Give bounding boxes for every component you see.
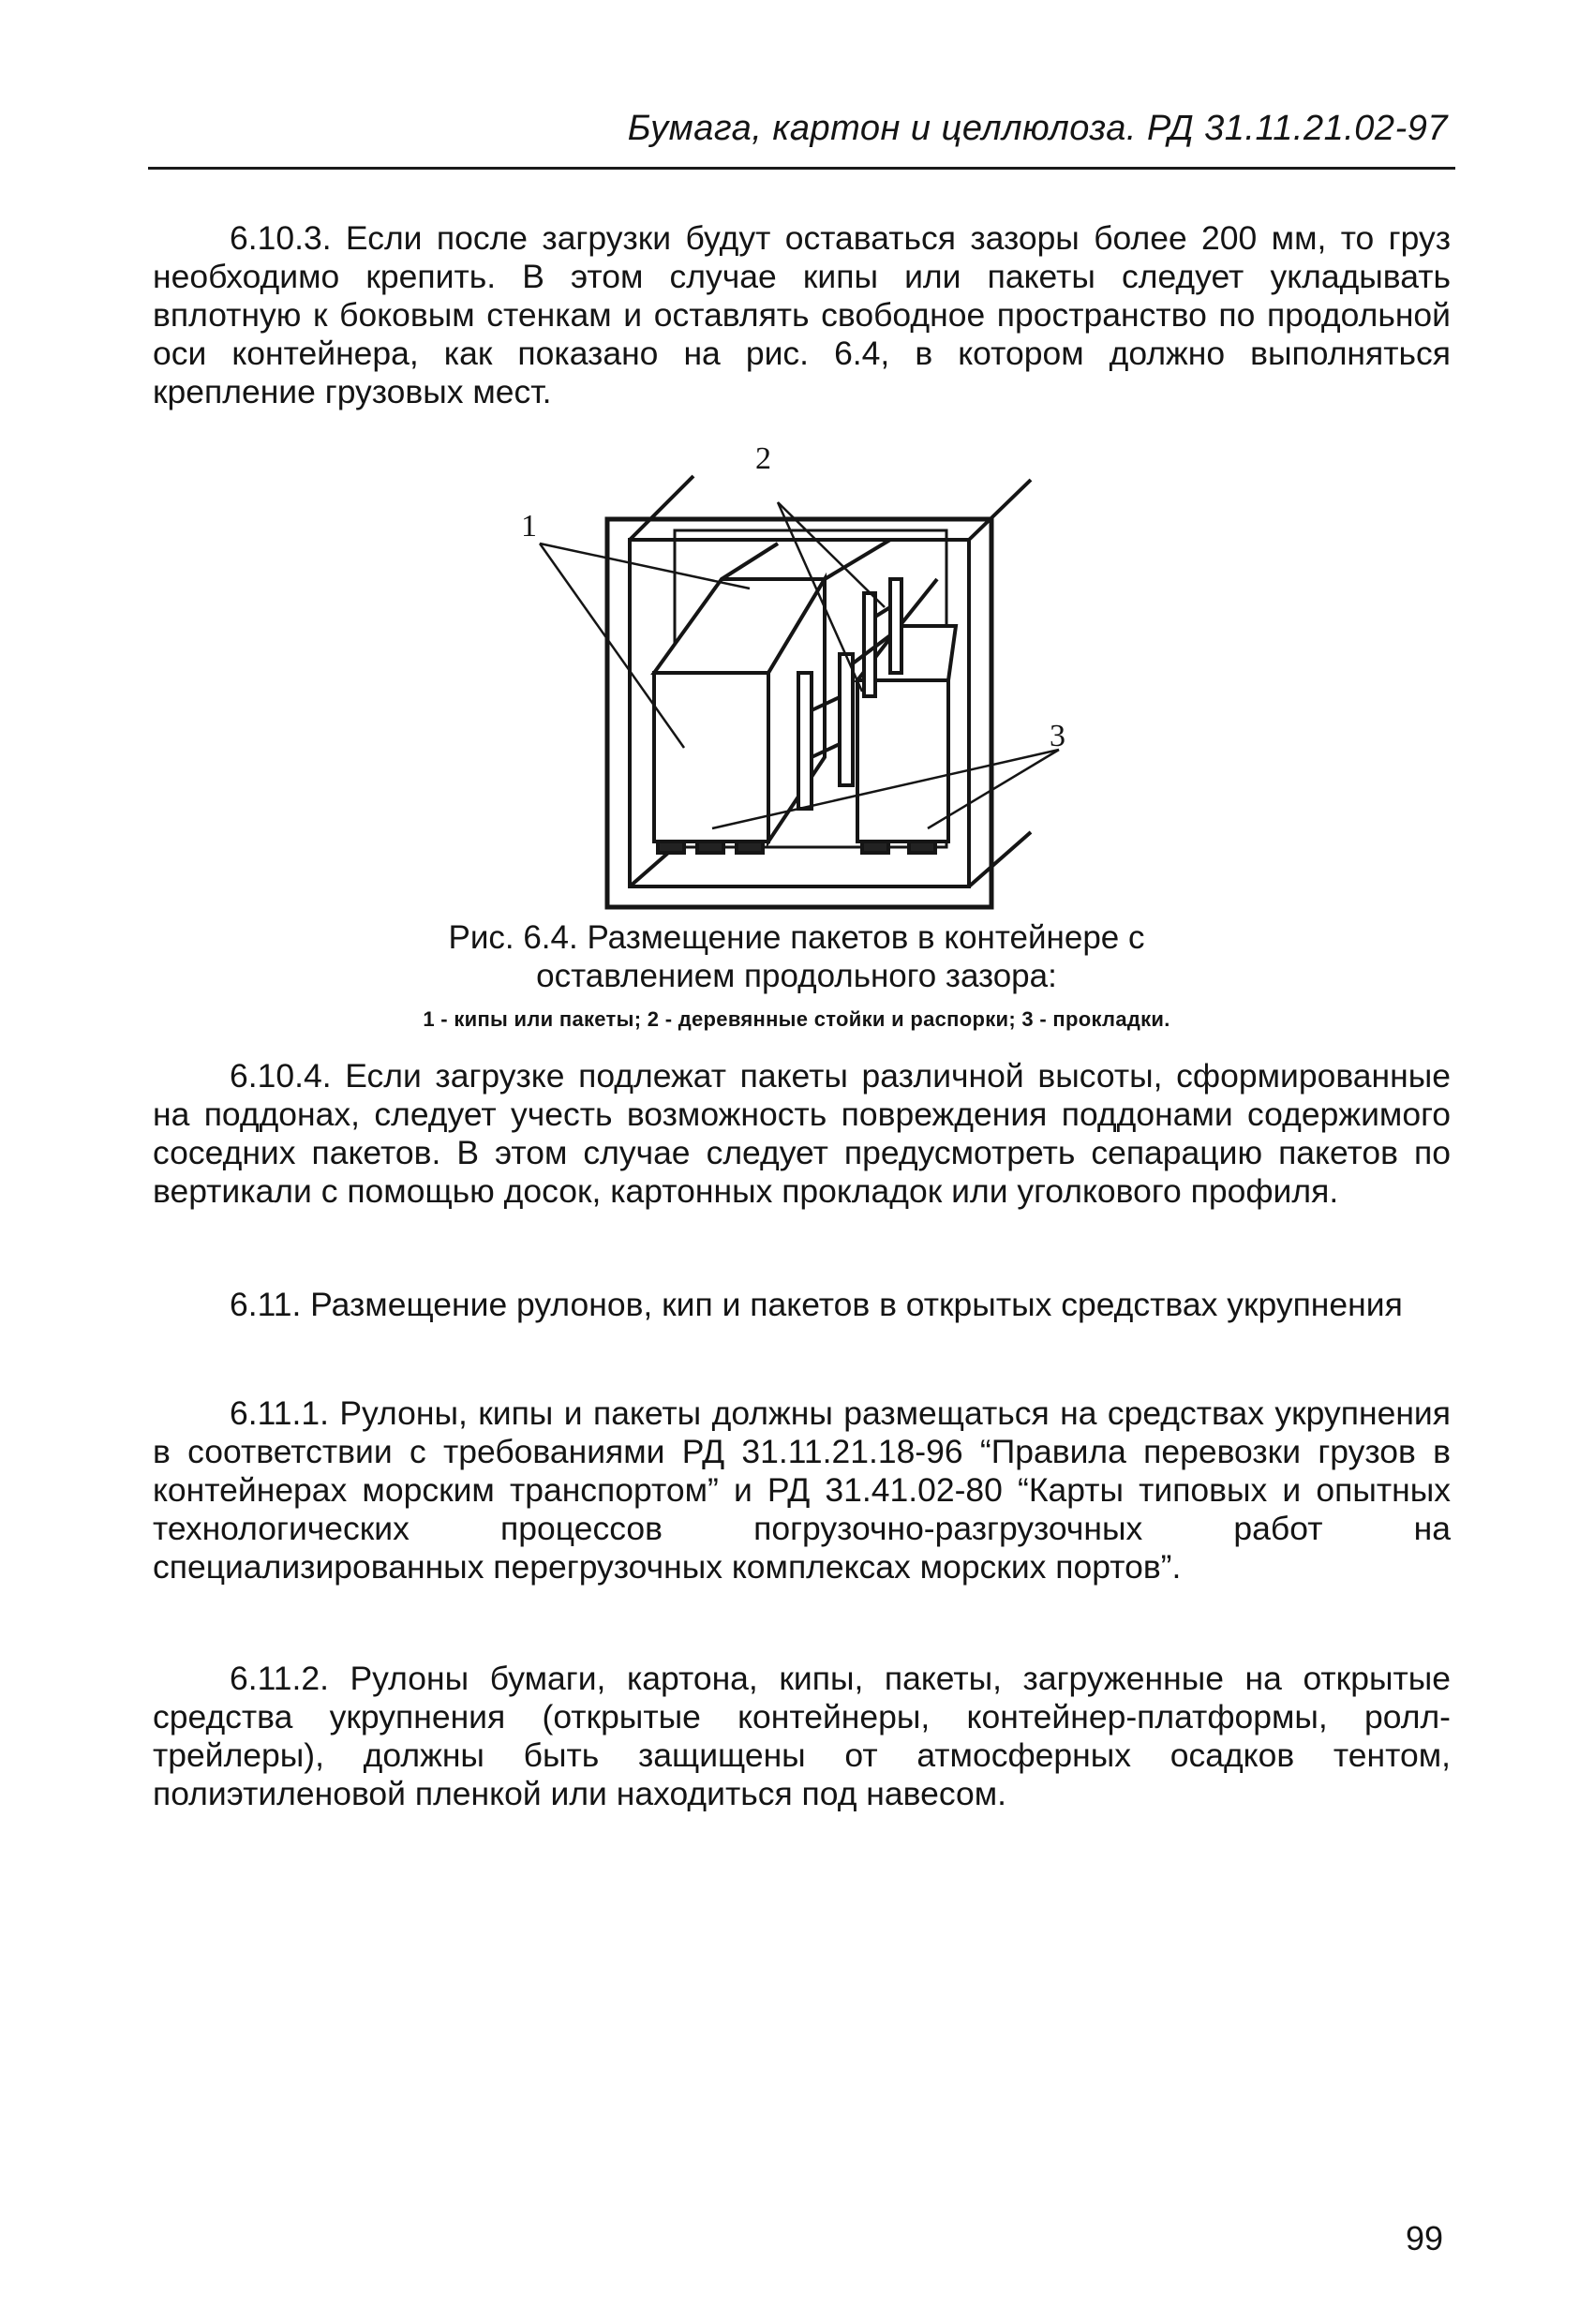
paragraph-text: 6.10.3. Если после загрузки будут оставаться зазоры более 200 мм, то груз необходимо крепить. В этом случае кипы или пакеты следует укладывать вплотную к боковым стенкам и оставлять свободное пространство по продольной оси контейнера, как показано на рис. 6.4, в котором должно выполняться крепление грузовых мест. <box>153 219 1451 410</box>
heading-text: 6.11. Размещение рулонов, кип и пакетов в открытых средствах укрупнения <box>230 1286 1403 1323</box>
running-header <box>148 105 1455 170</box>
wooden-post <box>864 593 875 696</box>
paragraph-text: 6.11.1. Рулоны, кипы и пакеты должны размещаться на средствах укрупнения в соответствии с требованиями РД 31.11.21.18-96 “Правила перевозки грузов в контейнерах морским транспортом” и РД 31.41.02-80 “Карты типовых и опытных технологических процессов погрузочно-разгрузочных работ на специализированных перегрузочных комплексах морских портов”. <box>153 1394 1451 1586</box>
floor-pad <box>909 842 935 853</box>
floor-pad <box>697 842 723 853</box>
paragraph-text: 6.11.2. Рулоны бумаги, картона, кипы, пакеты, загруженные на открытые средства укрупнения (открытые контейнеры, контейнер-платформы, ролл-трейлеры), должны быть защищены от атмосферных осадков тентом, полиэтиленовой пленкой или находиться под навесом. <box>153 1660 1451 1812</box>
figure-caption-line-1: Рис. 6.4. Размещение пакетов в контейнере с <box>448 919 1145 956</box>
wooden-spacer <box>875 607 890 617</box>
section-heading-6-11 <box>153 1286 1451 1324</box>
paragraph-6-11-1 <box>153 1394 1451 1587</box>
right-bale-edge <box>900 579 937 626</box>
perspective-edge <box>969 832 1031 886</box>
leader-line-1 <box>540 544 750 588</box>
floor-pad <box>862 842 888 853</box>
wooden-post <box>890 579 901 673</box>
figure-legend: 1 - кипы или пакеты; 2 - деревянные стойки и распорки; 3 - прокладки. <box>423 1007 1170 1031</box>
paragraph-text: 6.10.4. Если загрузке подлежат пакеты различной высоты, сформированные на поддонах, следует учесть возможность повреждения поддонами содержимого соседних пакетов. В этом случае следует предусмотреть сепарацию пакетов по вертикали с помощью досок, картонных прокладок или уголкового профиля. <box>153 1057 1451 1210</box>
container-diagram <box>497 439 1134 926</box>
perspective-edge <box>969 480 1031 540</box>
paragraph-6-11-2 <box>153 1660 1451 1813</box>
left-bale-front <box>654 673 768 842</box>
paragraph-6-10-4 <box>153 1057 1451 1211</box>
wooden-post <box>840 654 853 785</box>
leader-line-1 <box>540 544 684 748</box>
left-bale-edge <box>722 544 778 579</box>
right-bale-front <box>857 680 948 842</box>
header-title: Бумага, картон и целлюлоза. РД 31.11.21.02-97 <box>627 109 1448 148</box>
callout-2: 2 <box>755 441 771 476</box>
wooden-post <box>798 673 812 809</box>
page-number: 99 <box>1406 2219 1444 2257</box>
floor-pad <box>737 842 763 853</box>
callout-3: 3 <box>1050 719 1065 753</box>
figure-caption-line-2: оставлением продольного зазора: <box>536 958 1057 994</box>
callout-1: 1 <box>521 509 537 544</box>
floor-pad <box>658 842 684 853</box>
paragraph-6-10-3 <box>153 219 1451 411</box>
